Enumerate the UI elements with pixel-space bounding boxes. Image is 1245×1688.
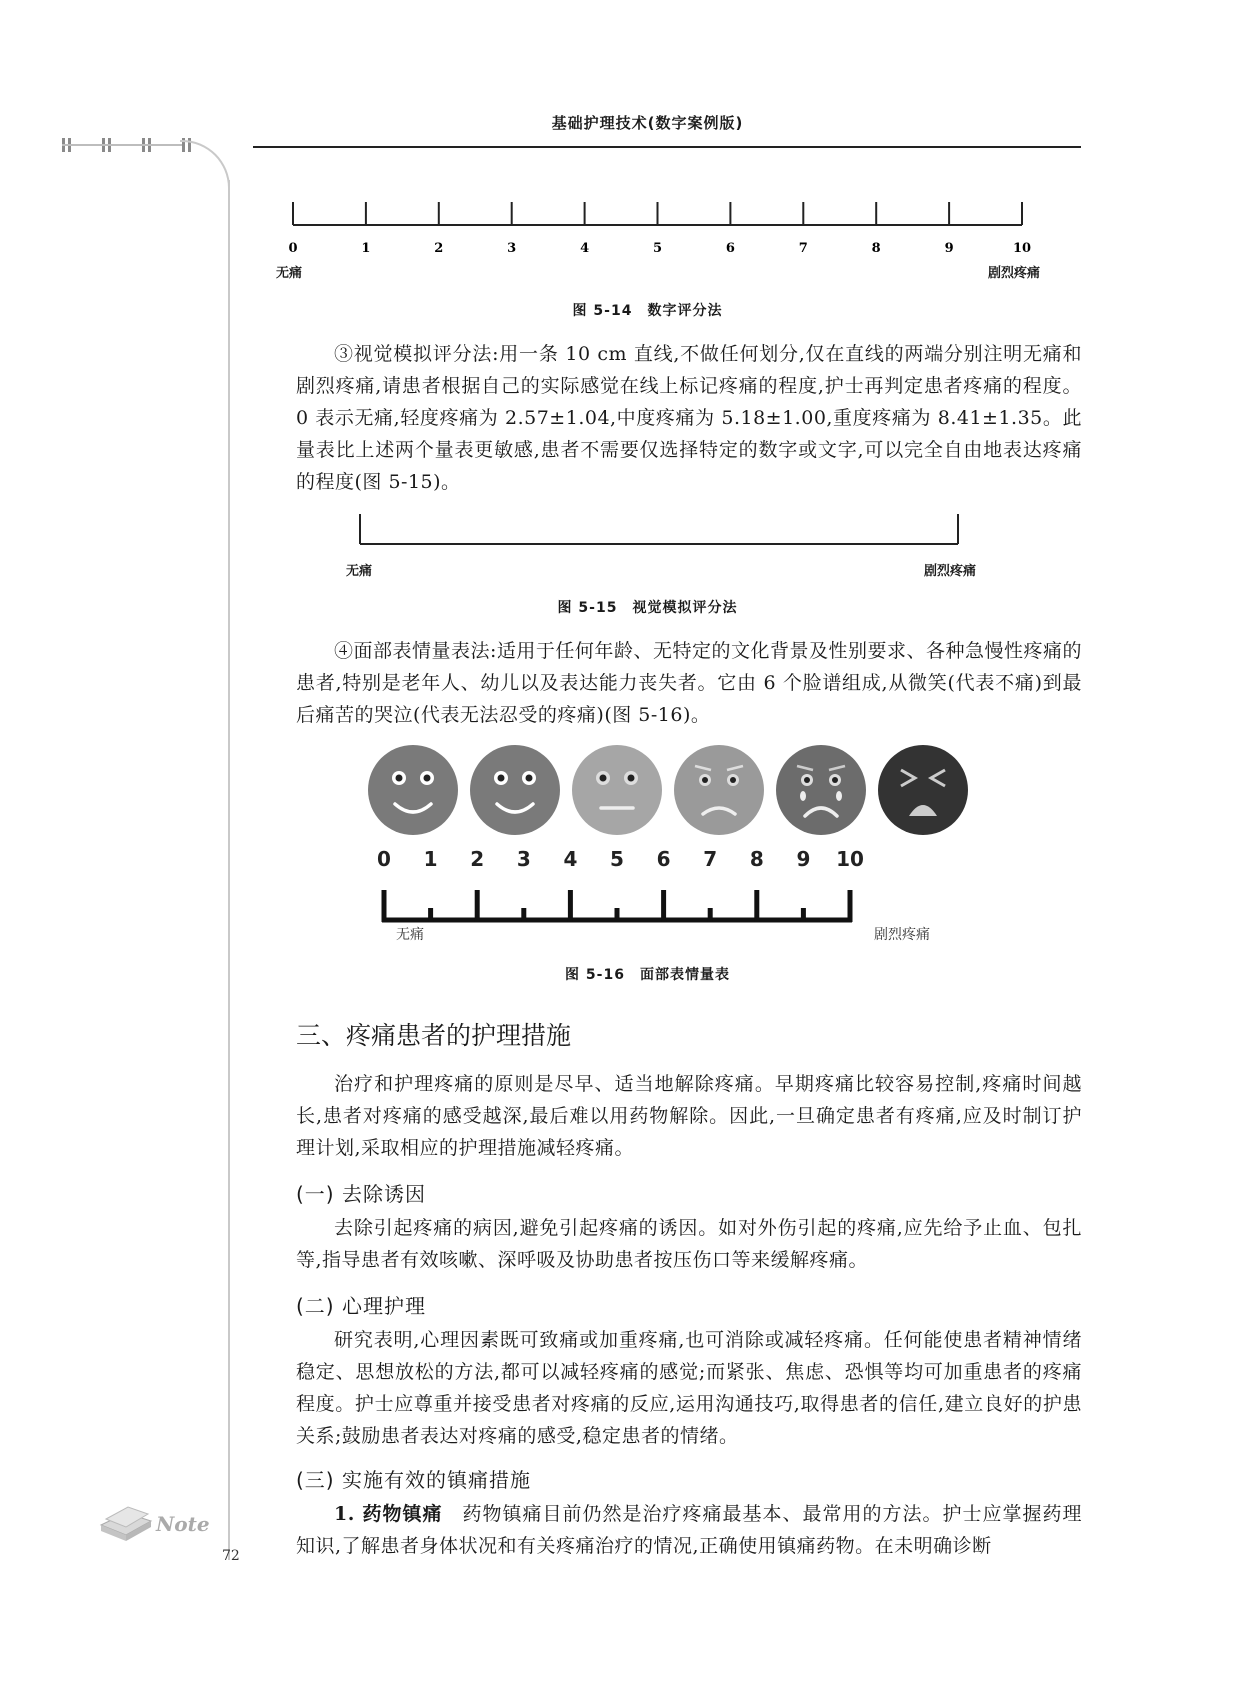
item-text: 药物镇痛目前仍然是治疗疼痛最基本、最常用的方法。护士应掌握药理知识,了解患者身体状况和有关疼痛治疗的情况,正确使用镇痛药物。在未明确诊断: [296, 1503, 1082, 1557]
face-3-icon: [674, 745, 764, 835]
nrs-tick-label: 5: [652, 241, 663, 256]
faces-scale-number: 1: [423, 847, 438, 871]
figure-caption-5-16: 图 5-16 面部表情量表: [565, 967, 730, 983]
nrs-tick-label: 8: [871, 241, 881, 256]
nrs-right-label: 剧烈疼痛: [988, 266, 1041, 281]
subheading-psych-care: (二) 心理护理: [296, 1294, 426, 1318]
face-2-icon: [572, 745, 662, 835]
face-4-icon: [776, 745, 866, 835]
faces-scale-number: 6: [656, 847, 671, 871]
face-5-icon: [878, 745, 968, 835]
faces-scale-number: 8: [749, 847, 764, 871]
visual-analogue-scale: [350, 510, 970, 550]
faces-scale-number: 4: [563, 847, 578, 871]
subheading-analgesia: (三) 实施有效的镇痛措施: [296, 1468, 531, 1492]
note-book-icon: [96, 1495, 156, 1545]
faces-scale-number: 2: [470, 847, 485, 871]
face-0-icon: [368, 745, 458, 835]
faces-scale-number: 7: [703, 847, 718, 871]
nrs-tick-label: 1: [361, 241, 371, 256]
nrs-tick-label: 4: [580, 241, 590, 256]
page-number: 72: [222, 1548, 240, 1564]
note-label: Note: [156, 1512, 210, 1536]
vas-left-label: 无痛: [346, 564, 373, 579]
figure-caption-5-15: 图 5-15 视觉模拟评分法: [557, 600, 738, 616]
nrs-tick-label: 7: [798, 241, 808, 256]
paragraph-psych-care: 研究表明,心理因素既可致痛或加重疼痛,也可消除或减轻疼痛。任何能使患者精神情绪稳定、思想放松的方法,都可以减轻疼痛的感觉;而紧张、焦虑、恐惧等均可加重患者的疼痛程度。护士应尊重并接受患者对疼痛的反应,运用沟通技巧,取得患者的信任,建立良好的护患关系;鼓励患者表达对疼痛的感受,稳定患者的情绪。: [296, 1329, 1082, 1447]
nrs-tick-label: 10: [1012, 241, 1032, 256]
face-1-icon: [470, 745, 560, 835]
nrs-tick-label: 2: [434, 241, 444, 256]
faces-scale-number: 5: [610, 847, 624, 871]
faces-right-label: 剧烈疼痛: [874, 927, 930, 943]
section-heading: 三、疼痛患者的护理措施: [296, 1021, 572, 1050]
nrs-tick-label: 0: [288, 241, 298, 256]
running-header: 基础护理技术(数字案例版): [551, 114, 744, 132]
vas-right-label: 剧烈疼痛: [924, 564, 977, 579]
faces-scale-number: 9: [796, 847, 811, 871]
faces-scale-number: 3: [516, 847, 531, 871]
nrs-tick-label: 3: [507, 241, 517, 256]
subheading-remove-cause: (一) 去除诱因: [296, 1182, 426, 1206]
faces-scale-number: 10: [836, 847, 864, 871]
item-label: 1. 药物镇痛: [334, 1503, 443, 1525]
nrs-tick-label: 9: [944, 241, 954, 256]
paragraph-faces: ④面部表情量表法:适用于任何年龄、无特定的文化背景及性别要求、各种急慢性疼痛的患者,特别是老年人、幼儿以及表达能力丧失者。它由 6 个脸谱组成,从微笑(代表不痛)到最后痛苦的哭泣(代表无法忍受的疼痛)(图 5-16)。: [296, 640, 1082, 726]
faces-left-label: 无痛: [396, 927, 424, 943]
paragraph-remove-cause: 去除引起疼痛的病因,避免引起疼痛的诱因。如对外伤引起的疼痛,应先给予止血、包扎等,指导患者有效咳嗽、深呼吸及协助患者按压伤口等来缓解疼痛。: [296, 1217, 1082, 1271]
nrs-left-label: 无痛: [276, 266, 303, 281]
margin-curve: [180, 140, 230, 190]
paragraph-vas: ③视觉模拟评分法:用一条 10 cm 直线,不做任何划分,仅在直线的两端分别注明无痛和剧烈疼痛,请患者根据自己的实际感觉在线上标记疼痛的程度,护士再判定患者疼痛的程度。0 表示无痛,轻度疼痛为 2.57±1.04,中度疼痛为 5.18±1.00,重度疼痛为 8.41±1.35。此量表比上述两个量表更敏感,患者不需要仅选择特定的数字或文字,可以完全自由地表达疼痛的程度(图 5-15)。: [296, 343, 1082, 493]
nrs-tick-label: 6: [725, 241, 735, 256]
margin-rule: [228, 180, 230, 1560]
paragraph-intro: 治疗和护理疼痛的原则是尽早、适当地解除疼痛。早期疼痛比较容易控制,疼痛时间越长,患者对疼痛的感受越深,最后难以用药物解除。因此,一旦确定患者有疼痛,应及时制订护理计划,采取相应的护理措施减轻疼痛。: [296, 1073, 1082, 1159]
figure-caption-5-14: 图 5-14 数字评分法: [572, 303, 723, 319]
faces-scale-number: 0: [377, 847, 391, 871]
numeric-rating-scale: [270, 200, 1070, 280]
paragraph-drug-analgesia: [296, 1498, 1082, 1562]
header-rule: [253, 146, 1081, 148]
